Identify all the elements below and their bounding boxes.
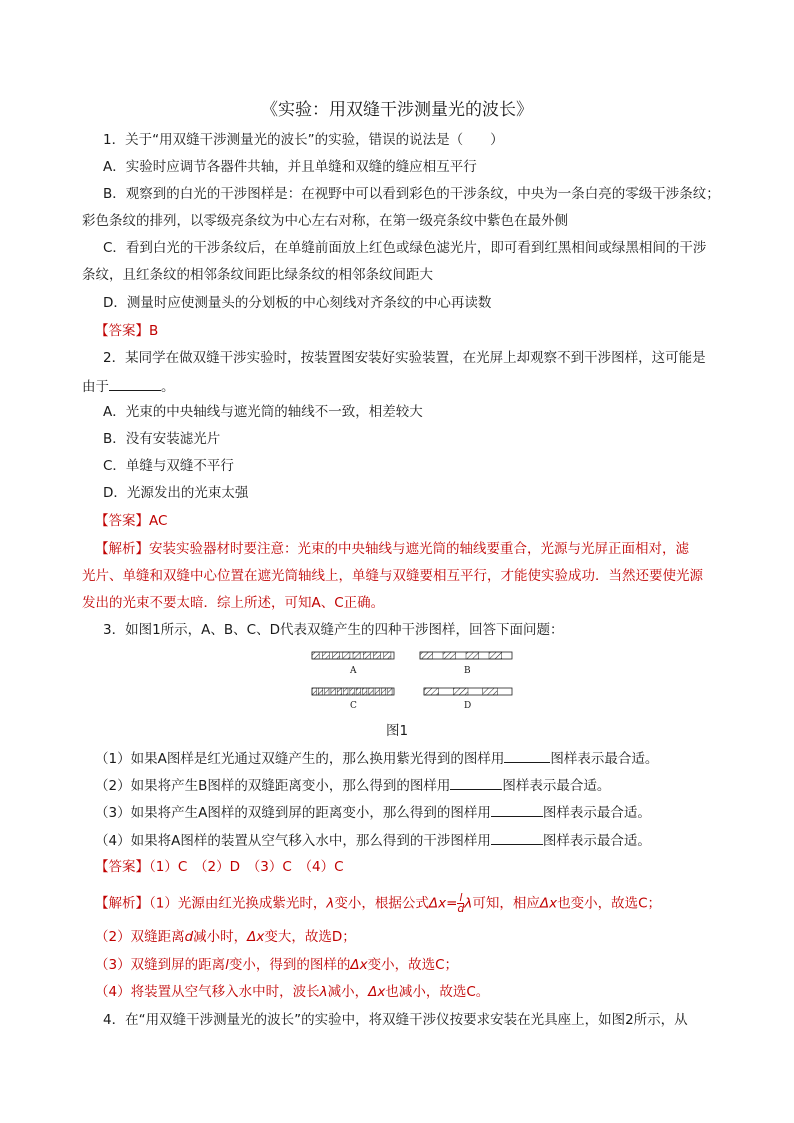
q3-sub-2-suffix: 图样表示最合适。 <box>502 778 611 794</box>
fringe <box>353 652 360 659</box>
q1-option-b-line2: 彩色条纹的排列，以零级亮条纹为中心左右对称，在第一级亮条纹中紫色在最外侧 <box>82 213 568 229</box>
answer-label: 【答案】 <box>95 323 149 339</box>
analysis-text: 也减小，故选C。 <box>385 984 490 1000</box>
q2-option-c: C．单缝与双缝不平行 <box>103 458 234 474</box>
fringe <box>466 652 479 659</box>
fraction-numerator: l <box>459 891 463 904</box>
q3-sub-3-prefix: （3）如果将产生A图样的双缝到屏的距离变小，那么得到的图样用 <box>95 805 491 821</box>
pattern-b <box>420 652 512 659</box>
fringe <box>362 688 366 695</box>
lambda-symbol: λ <box>319 984 328 1000</box>
analysis-text: （1）光源由红光换成紫光时， <box>149 895 327 912</box>
lambda-symbol: λ <box>326 895 335 912</box>
lambda-symbol: λ <box>464 895 473 912</box>
fringe <box>344 688 348 695</box>
q3-analysis-line2 <box>95 928 356 946</box>
answer-blank <box>491 802 543 817</box>
q3-sub-1-prefix: （1）如果A图样是红光通过双缝产生的，那么换用紫光得到的图样用 <box>95 751 505 767</box>
q3-sub-4-suffix: 图样表示最合适。 <box>542 833 651 849</box>
q4-stem: 4．在“用双缝干涉测量光的波长”的实验中，将双缝干涉仪按要求安装在光具座上，如图2所示，从 <box>103 1012 688 1028</box>
pattern-d <box>424 688 512 695</box>
q2-stem-line1: 2．某同学在做双缝干涉实验时，按装置图安装好实验装置，在光屏上却观察不到干涉图样，这可能是 <box>103 350 706 366</box>
fringe <box>337 688 341 695</box>
l-symbol: l <box>225 957 229 973</box>
q3-analysis-line1 <box>95 893 661 914</box>
q2-option-d: D．光源发出的光束太强 <box>103 485 249 501</box>
fringe <box>483 688 498 695</box>
fringe <box>322 652 329 659</box>
q3-sub-2-prefix: （2）如果将产生B图样的双缝距离变小，那么得到的图样用 <box>95 778 451 794</box>
q1-option-d: D．测量时应使测量头的分划板的中心刻线对齐条纹的中心再读数 <box>103 295 492 311</box>
q3-stem: 3．如图1所示，A、B、C、D代表双缝产生的四种干涉图样，回答下面问题： <box>103 622 564 638</box>
fringe <box>356 688 360 695</box>
q3-answer <box>95 858 344 876</box>
analysis-text: 也变小，故选C； <box>557 895 662 912</box>
answer-value: B <box>149 323 159 339</box>
fringe <box>331 688 335 695</box>
q1-option-c-line1: C．看到白光的干涉条纹后，在单缝前面放上红色或绿色滤光片，即可看到红黑相间或绿黑相间的干涉 <box>103 240 707 256</box>
q3-sub-1 <box>95 748 658 768</box>
figure-label-c: C <box>350 701 357 711</box>
delta-x-symbol: Δx <box>539 895 558 912</box>
delta-x-symbol: Δx <box>368 984 386 1000</box>
q3-sub-4-prefix: （4）如果将A图样的装置从空气移入水中，那么得到的干涉图样用 <box>95 833 491 849</box>
equals-sign: = <box>446 895 458 912</box>
fringe <box>363 652 370 659</box>
fringe <box>388 688 392 695</box>
q2-option-a: A．光束的中央轴线与遮光筒的轴线不一致，相差较大 <box>103 404 423 420</box>
q3-sub-1-suffix: 图样表示最合适。 <box>550 751 659 767</box>
q3-sub-2 <box>95 775 610 795</box>
fringe <box>312 652 319 659</box>
figure-label-d: D <box>464 701 472 711</box>
fringe <box>374 652 381 659</box>
fringe <box>443 652 456 659</box>
fringe <box>333 652 340 659</box>
fringe <box>312 688 316 695</box>
pattern-c <box>312 688 394 695</box>
analysis-text: 安装实验器材时要注意：光束的中央轴线与遮光筒的轴线要重合，光源与光屏正面相对，滤 <box>149 541 689 557</box>
analysis-label: 【解析】 <box>95 541 149 557</box>
q1-option-a: A．实验时应调节各器件共轴，并且单缝和双缝的缝应相互平行 <box>103 159 477 175</box>
q1-answer <box>95 322 158 340</box>
q2-stem-suffix: 。 <box>161 379 175 395</box>
analysis-text: 可知，相应 <box>472 895 540 912</box>
q1-stem: 1．关于“用双缝干涉测量光的波长”的实验，错误的说法是（ ） <box>103 132 504 148</box>
analysis-text: 变小，故选C； <box>367 957 459 973</box>
delta-x-symbol: Δx <box>247 929 265 945</box>
q3-sub-4 <box>95 830 651 850</box>
q2-answer <box>95 512 167 530</box>
fringe <box>384 652 391 659</box>
fringe <box>453 688 468 695</box>
analysis-label: 【解析】 <box>95 895 149 912</box>
answer-label: 【答案】 <box>95 859 149 875</box>
q2-analysis-line1 <box>95 540 689 558</box>
fringe <box>369 688 373 695</box>
figure-label-b: B <box>464 666 471 676</box>
delta-x-symbol: Δx <box>350 957 368 973</box>
q2-analysis-line2: 光片、单缝和双缝中心位置在遮光筒轴线上，单缝与双缝要相互平行，才能使实验成功．当然还要使光源 <box>82 568 703 584</box>
analysis-text: 变小，得到的图样的 <box>228 957 351 973</box>
fringe <box>375 688 379 695</box>
fringe <box>420 652 433 659</box>
figure-label-a: A <box>350 666 357 676</box>
answer-blank <box>504 748 550 763</box>
analysis-text: （2）双缝距离 <box>95 929 185 945</box>
answer-label: 【答案】 <box>95 513 149 529</box>
fringe <box>489 652 502 659</box>
q2-option-b: B．没有安装滤光片 <box>103 431 221 447</box>
fringe <box>381 688 385 695</box>
fringe <box>325 688 329 695</box>
q3-sub-3-suffix: 图样表示最合适。 <box>542 805 651 821</box>
answer-blank <box>109 376 161 391</box>
analysis-text: 变大，故选D； <box>264 929 356 945</box>
answer-blank <box>450 775 502 790</box>
analysis-text: （4）将装置从空气移入水中时，波长 <box>95 984 320 1000</box>
delta-x-symbol: Δx <box>428 895 447 912</box>
answer-blank <box>491 830 543 845</box>
d-symbol: d <box>184 929 194 945</box>
fringe <box>318 688 322 695</box>
document-title: 《实验：用双缝干涉测量光的波长》 <box>261 100 533 120</box>
pattern-a <box>312 652 394 659</box>
answer-value: （1）C （2）D （3）C （4）C <box>149 859 344 875</box>
q2-stem-prefix: 由于 <box>82 379 109 395</box>
fraction-denominator: d <box>457 902 465 915</box>
fringe <box>424 688 439 695</box>
fringe <box>343 652 350 659</box>
analysis-text: （3）双缝到屏的距离 <box>95 957 226 973</box>
fringe <box>350 688 354 695</box>
answer-value: AC <box>149 513 168 529</box>
analysis-text: 减小时， <box>193 929 248 945</box>
q3-sub-3 <box>95 802 651 822</box>
figure-caption: 图1 <box>385 723 409 739</box>
q3-analysis-line4 <box>95 983 489 1001</box>
q2-analysis-line3: 发出的光束不要太暗．综上所述，可知A、C正确。 <box>82 595 385 611</box>
q3-analysis-line3 <box>95 956 458 974</box>
q1-option-c-line2: 条纹，且红条纹的相邻条纹间距比绿条纹的相邻条纹间距大 <box>82 267 433 283</box>
analysis-text: 变小，根据公式 <box>334 895 429 912</box>
q1-option-b-line1: B．观察到的白光的干涉图样是：在视野中可以看到彩色的干涉条纹，中央为一条白亮的零级干涉条纹； <box>103 186 720 202</box>
q2-stem-line2 <box>82 376 175 396</box>
analysis-text: 减小， <box>327 984 369 1000</box>
interference-pattern-figure <box>300 650 520 712</box>
